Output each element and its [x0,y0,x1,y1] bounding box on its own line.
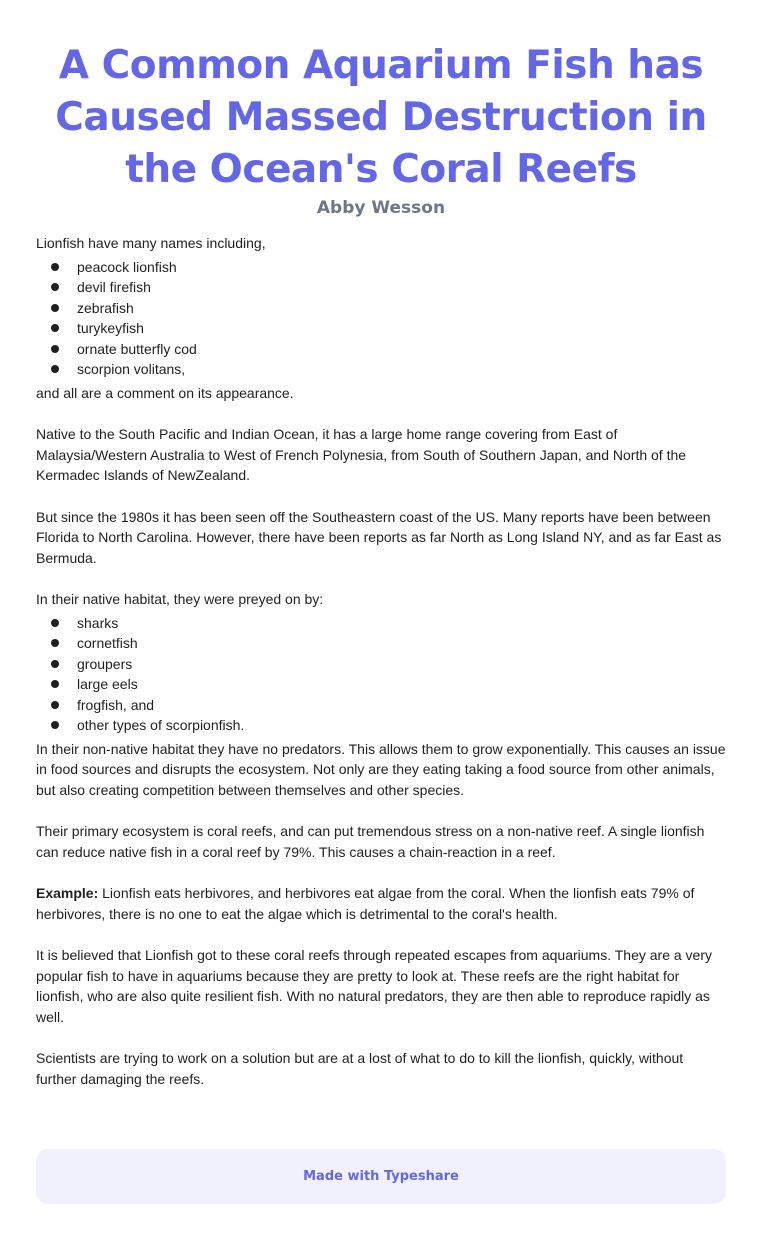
list-item: other types of scorpionfish. [36,715,726,736]
bullet-icon [51,701,59,709]
bullet-icon [51,304,59,312]
bullet-icon [51,639,59,647]
bullet-icon [51,619,59,627]
paragraph-ecosystem: Their primary ecosystem is coral reefs, and can put tremendous stress on a non-native reef. A single lionfish can reduce native fish in a coral reef by 79%. This causes a chain-reaction in a reef. [36,823,705,860]
list-item: ornate butterfly cod [36,339,726,360]
bullet-icon [51,263,59,271]
list-item: large eels [36,674,726,695]
bullet-icon [51,283,59,291]
paragraph-gap [36,924,726,945]
article [0,40,762,1089]
bullet-icon [51,680,59,688]
paragraph-gap [36,403,726,424]
bullet-icon [51,324,59,332]
example-label: Example: [36,885,99,901]
article-title: A Common Aquarium Fish has Caused Massed Destruction in the Ocean's Coral Reefs [55,43,707,192]
paragraph-gap [36,800,726,821]
paragraph-native-range: Native to the South Pacific and Indian Ocean, it has a large home range covering from East of Malaysia/Western Australia to West of French Polynesia, from South of Southern Japan, and North of the Kermadec Islands of NewZealand. [36,426,687,483]
paragraph-gap [36,1027,726,1048]
list-item: peacock lionfish [36,257,726,278]
bullet-icon [51,721,59,729]
paragraph-example [36,883,726,924]
list-item: scorpion volitans, [36,359,726,380]
paragraph-gap [36,486,726,507]
predators-intro: In their native habitat, they were preyed on by: [36,591,324,607]
names-list [36,257,726,380]
footer-label: Made with Typeshare [303,1169,459,1184]
paragraph-aquarium-escapes: It is believed that Lionfish got to these coral reefs through repeated escapes from aquariums. They are a very popular fish to have in aquariums because they are pretty to look at. These reefs are the right habitat for lionfish, who are also quite resilient fish. With no natural predators, they are then able to reproduce rapidly as well. [36,947,713,1025]
article-body [36,233,726,1089]
list-item: sharks [36,613,726,634]
paragraph-us-sightings: But since the 1980s it has been seen off the Southeastern coast of the US. Many reports have been between Florida to North Carolina. However, there have been reports as far North as Long Island NY, and as far East as Bermuda. [36,508,722,566]
list-item: turykeyfish [36,318,726,339]
paragraph-scientists: Scientists are trying to work on a solution but are at a lost of what to do to kill the lionfish, quickly, without further damaging the reefs. [36,1050,684,1087]
made-with-typeshare-link[interactable] [36,1149,726,1204]
list-item: frogfish, and [36,695,726,716]
list-item: zebrafish [36,298,726,319]
bullet-icon [51,365,59,373]
predators-list [36,613,726,736]
bullet-icon [51,660,59,668]
paragraph-gap [36,568,726,589]
list-item: groupers [36,654,726,675]
example-text: Lionfish eats herbivores, and herbivores eat algae from the coral. When the lionfish eats 79% of herbivores, there is no one to eat the algae which is detrimental to the coral's health. [36,885,695,922]
bullet-icon [51,345,59,353]
paragraph-gap [36,862,726,883]
names-intro: Lionfish have many names including, [36,235,266,251]
paragraph-non-native: In their non-native habitat they have no predators. This allows them to grow exponentially. This causes an issue in food sources and disrupts the ecosystem. Not only are they eating taking a food source from other animals, but also creating competition between themselves and other species. [36,740,726,798]
list-item: cornetfish [36,633,726,654]
names-outro: and all are a comment on its appearance. [36,384,294,401]
list-item: devil firefish [36,277,726,298]
author-name: Abby Wesson [316,198,446,218]
